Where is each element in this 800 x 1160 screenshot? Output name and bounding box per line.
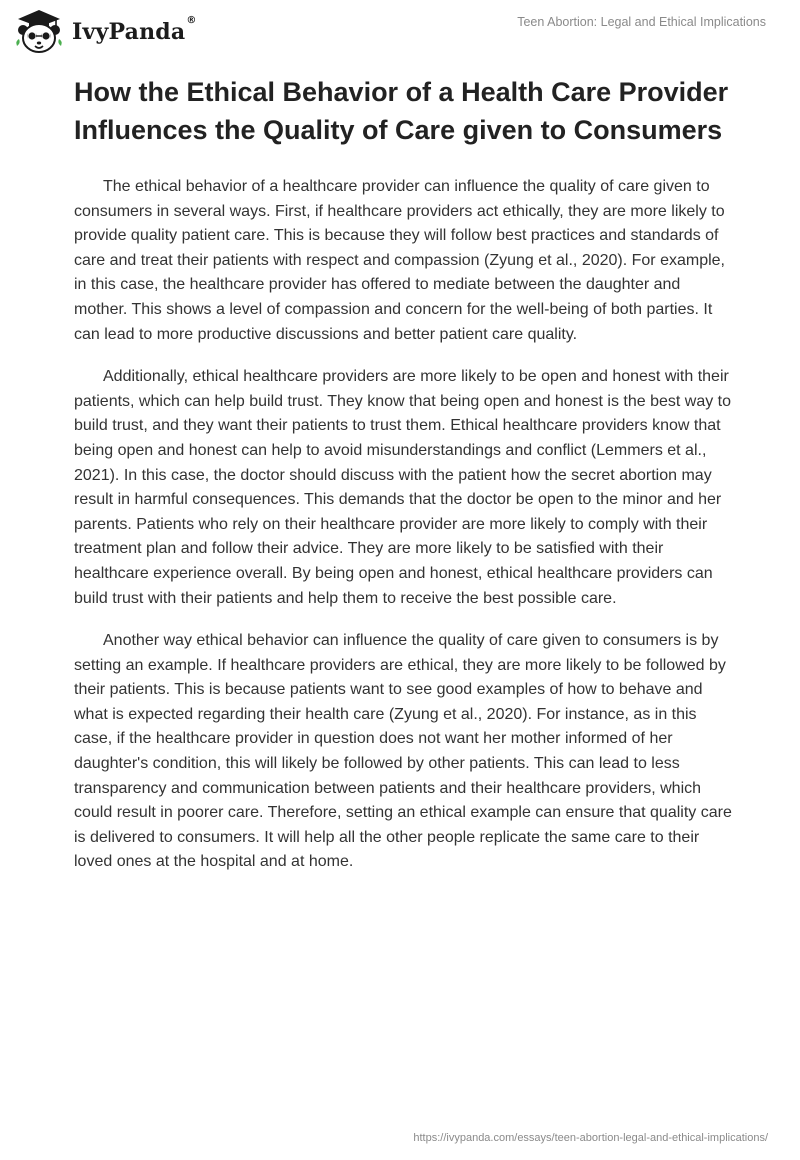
registered-mark: ® [186,15,197,26]
article-body [74,73,734,893]
panda-graduate-icon [14,8,64,54]
source-url[interactable]: https://ivypanda.com/essays/teen-abortion-legal-and-ethical-implications/ [413,1132,768,1144]
page-header [0,0,800,60]
paragraph-1: The ethical behavior of a healthcare provider can influence the quality of care given to consumers in several ways. First, if healthcare providers act ethically, they are more likely to provide quality patient care. This is because they will follow best practices and standards of care and treat their patients with respect and compassion (Zyung et al., 2020). For example, in this case, the healthcare provider has offered to mediate between the daughter and mother. This shows a level of compassion and concern for the well-being of both parties. It can lead to more productive discussions and better patient care quality. [74,178,725,343]
document-title: Teen Abortion: Legal and Ethical Implications [517,15,766,29]
brand-name: IvyPanda® [72,15,197,45]
paragraph-3: Another way ethical behavior can influence the quality of care given to consumers is by setting an example. If healthcare providers are ethical, they are more likely to be followed by their patients. This is because patients want to see good examples of how to behave and what is expected regarding their health care (Zyung et al., 2020). For instance, as in this case, if the healthcare provider in question does not want her mother informed of her daughter's condition, this will likely be followed by other patients. This can lead to less transparency and communication between patients and their healthcare providers, which could result in poorer care. Therefore, setting an ethical example can ensure that quality care is delivered to consumers. It will help all the other people replicate the same care to their loved ones at the hospital and at home. [74,632,732,871]
paragraph-2: Additionally, ethical healthcare providers are more likely to be open and honest with their patients, which can help build trust. They know that being open and honest is the best way to build trust, and they want their patients to trust them. Ethical healthcare providers know that being open and honest can help to avoid misunderstandings and conflict (Lemmers et al., 2021). In this case, the doctor should discuss with the patient how the secret abortion may result in harmful consequences. This demands that the doctor be open to the minor and her parents. Patients who rely on their healthcare provider are more likely to comply with their treatment plan and follow their advice. They are more likely to be satisfied with their healthcare experience overall. By being open and honest, ethical healthcare providers can build trust with their patients and help them to receive the best possible care. [74,368,732,607]
brand-logo[interactable] [14,8,197,54]
section-heading: How the Ethical Behavior of a Health Care Provider Influences the Quality of Care given to Consumers [74,77,729,145]
